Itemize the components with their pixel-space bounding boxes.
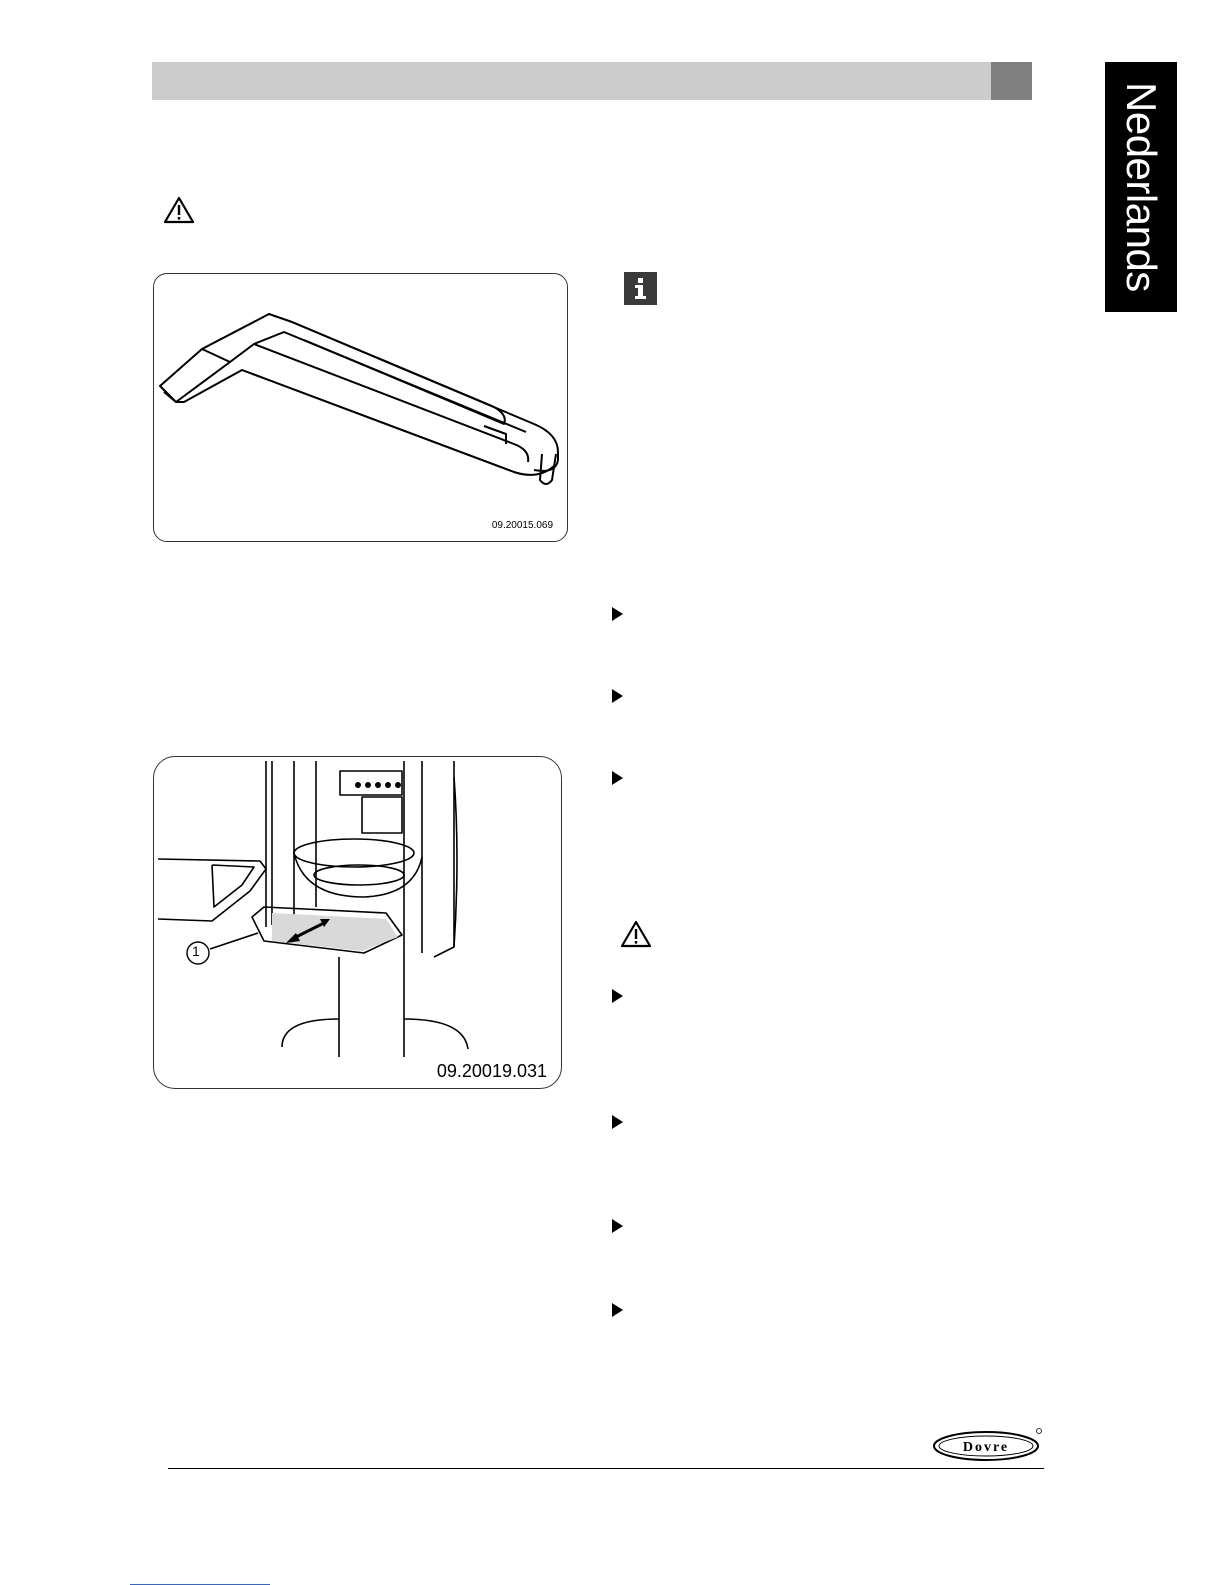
arrow-bullet-icon bbox=[612, 689, 623, 703]
arrow-bullet-icon bbox=[612, 1303, 623, 1317]
figure-code: 09.20015.069 bbox=[491, 520, 553, 531]
arrow-bullet-icon bbox=[612, 989, 623, 1003]
handle-tool-drawing bbox=[154, 274, 567, 541]
info-icon bbox=[624, 272, 657, 305]
language-tab bbox=[1105, 62, 1177, 312]
language-tab-label: Nederlands bbox=[1118, 82, 1165, 292]
warning-icon bbox=[620, 920, 652, 948]
figure-stove-ashpan bbox=[153, 756, 562, 1089]
callout-label: 1 bbox=[192, 943, 200, 959]
footer-divider bbox=[168, 1468, 1044, 1469]
arrow-bullet-icon bbox=[612, 771, 623, 785]
warning-icon bbox=[163, 196, 195, 224]
stove-drawing bbox=[154, 757, 561, 1088]
logo-text: Dovre bbox=[962, 1440, 1010, 1455]
arrow-bullet-icon bbox=[612, 1115, 623, 1129]
header-page-block bbox=[991, 62, 1032, 100]
header-bar bbox=[152, 62, 1032, 100]
arrow-bullet-icon bbox=[612, 1219, 623, 1233]
arrow-bullet-icon bbox=[612, 607, 623, 621]
dovre-logo bbox=[931, 1426, 1045, 1462]
figure-handle-tool bbox=[153, 273, 568, 542]
figure-code: 09.20019.031 bbox=[436, 1061, 547, 1081]
